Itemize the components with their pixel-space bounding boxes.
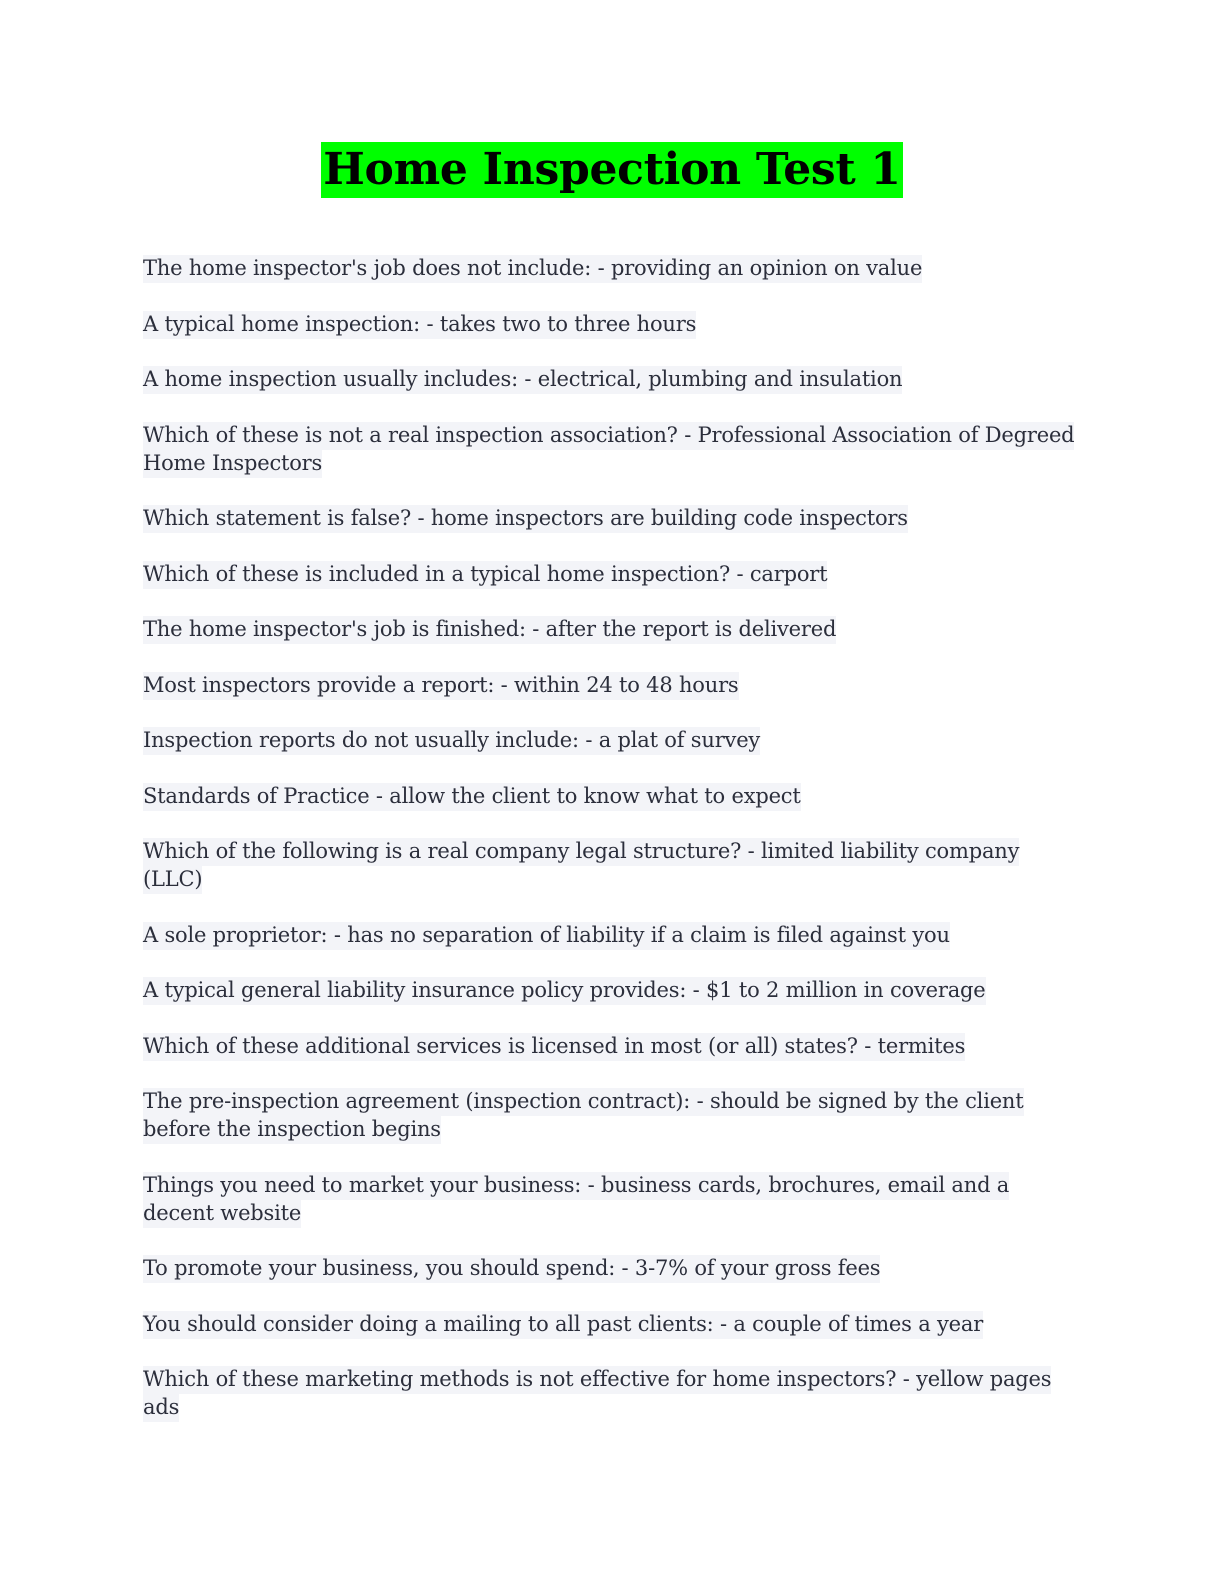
page-title: Home Inspection Test 1 (321, 142, 903, 198)
qa-text: The pre-inspection agreement (inspection contract): - should be signed by the client before the inspection begins (143, 1088, 1024, 1144)
list-item (143, 1087, 1078, 1143)
question-answer-list (143, 254, 1078, 1449)
qa-text: The home inspector's job is finished: - after the report is delivered (143, 616, 836, 644)
qa-text: Which of these additional services is licensed in most (or all) states? - termites (143, 1033, 965, 1061)
title-container (0, 142, 1224, 198)
qa-text: Standards of Practice - allow the client to know what to expect (143, 783, 801, 811)
qa-text: A home inspection usually includes: - electrical, plumbing and insulation (143, 366, 902, 394)
qa-text: A typical home inspection: - takes two to three hours (143, 311, 696, 339)
qa-text: Which statement is false? - home inspectors are building code inspectors (143, 505, 908, 533)
list-item (143, 1032, 1078, 1060)
qa-text: Which of these marketing methods is not effective for home inspectors? - yellow pages ads (143, 1366, 1051, 1422)
list-item (143, 504, 1078, 532)
list-item (143, 1254, 1078, 1282)
list-item (143, 365, 1078, 393)
list-item (143, 421, 1078, 477)
qa-text: Inspection reports do not usually include: - a plat of survey (143, 727, 760, 755)
list-item (143, 921, 1078, 949)
qa-text: To promote your business, you should spend: - 3-7% of your gross fees (143, 1255, 880, 1283)
list-item (143, 671, 1078, 699)
list-item (143, 615, 1078, 643)
qa-text: Most inspectors provide a report: - within 24 to 48 hours (143, 672, 739, 700)
list-item (143, 1171, 1078, 1227)
list-item (143, 976, 1078, 1004)
qa-text: You should consider doing a mailing to all past clients: - a couple of times a year (143, 1311, 983, 1339)
qa-text: A typical general liability insurance policy provides: - $1 to 2 million in coverage (143, 977, 986, 1005)
list-item (143, 560, 1078, 588)
qa-text: Which of the following is a real company legal structure? - limited liability company (LLC) (143, 838, 1019, 894)
list-item (143, 726, 1078, 754)
list-item (143, 782, 1078, 810)
qa-text: A sole proprietor: - has no separation of liability if a claim is filed against you (143, 922, 950, 950)
list-item (143, 1365, 1078, 1421)
list-item (143, 837, 1078, 893)
list-item (143, 254, 1078, 282)
list-item (143, 1310, 1078, 1338)
qa-text: Which of these is not a real inspection association? - Professional Association of Degreed Home Inspectors (143, 422, 1074, 478)
qa-text: Things you need to market your business: - business cards, brochures, email and a decent website (143, 1172, 1009, 1228)
qa-text: Which of these is included in a typical home inspection? - carport (143, 561, 827, 589)
list-item (143, 310, 1078, 338)
qa-text: The home inspector's job does not include: - providing an opinion on value (143, 255, 922, 283)
